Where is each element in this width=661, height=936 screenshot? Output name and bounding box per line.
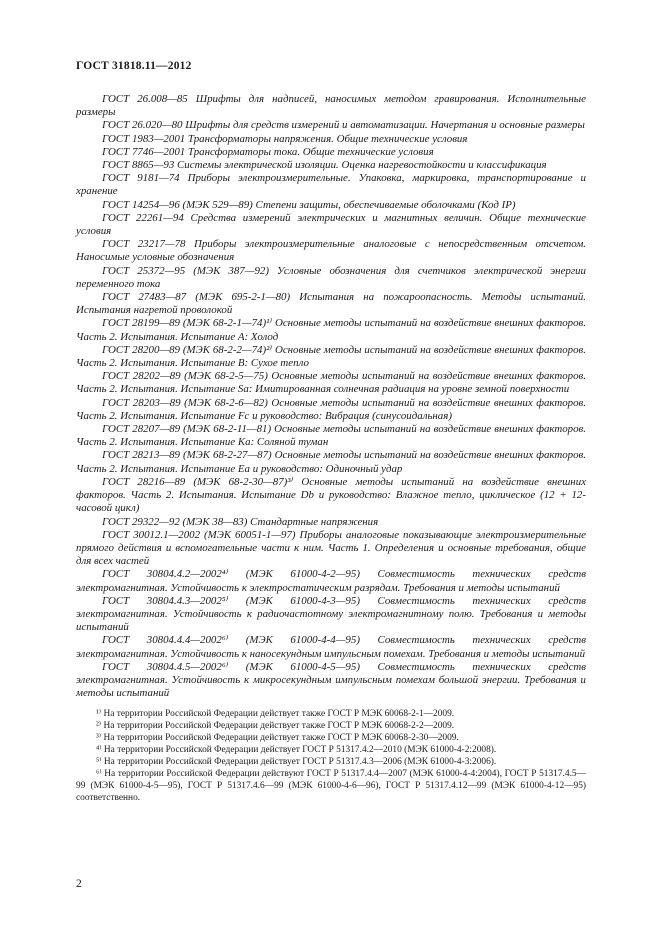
reference-paragraph: ГОСТ 14254—96 (МЭК 529—89) Степени защиты, обеспечиваемые оболочками (Код IP) <box>102 198 516 211</box>
reference-paragraph: ГОСТ 26.008—85 Шрифты для надписей, наносимых методом гравирования. Исполнительные размеры <box>76 93 586 119</box>
footnotes-block <box>76 709 586 804</box>
footnote: ²⁾ На территории Российской Федерации действует также ГОСТ Р МЭК 60068-2-2—2009. <box>96 721 455 732</box>
footnote: ⁵⁾ На территории Российской Федерации действует ГОСТ Р 51317.4.3—2006 (МЭК 61000-4-3:2006). <box>96 756 497 767</box>
reference-paragraph: ГОСТ 23217—78 Приборы электроизмерительные аналоговые с непосредственным отсчетом. Наносимые условные обозначения <box>76 238 586 264</box>
normative-references-list <box>76 93 586 700</box>
reference-paragraph: ГОСТ 28213—89 (МЭК 68-2-27—87) Основные методы испытаний на воздействие внешних факторов. Часть 2. Испытания. Испытание Еа и руководство: Одиночный удар <box>76 449 586 475</box>
reference-paragraph: ГОСТ 30804.4.3—2002⁵⁾ (МЭК 61000-4-3—95) Совместимость технических средств электромагнитная. Устойчивость к радиочастотному электромагнитному полю. Требования и методы испытаний <box>76 594 586 634</box>
reference-paragraph: ГОСТ 22261—94 Средства измерений электрических и магнитных величин. Общие технические условия <box>76 211 586 238</box>
reference-paragraph: ГОСТ 28202—89 (МЭК 68-2-5—75) Основные методы испытаний на воздействие внешних факторов. Часть 2. Испытания. Испытание Sa: Имитированная солнечная радиация на уровне земной поверхности <box>76 370 586 396</box>
reference-paragraph: ГОСТ 28203—89 (МЭК 68-2-6—82) Основные методы испытаний на воздействие внешних факторов. Часть 2. Испытания. Испытание Fc и руководство: Вибрация (синусоидальная) <box>76 396 586 422</box>
reference-paragraph: ГОСТ 28216—89 (МЭК 68-2-30—87)³⁾ Основные методы испытаний на воздействие внешних факторов. Часть 2. Испытания. Испытание Db и руководство: Влажное тепло, циклическое (12 + 12-часовой цикл) <box>76 475 586 515</box>
reference-paragraph: ГОСТ 25372—95 (МЭК 387—92) Условные обозначения для счетчиков электрической энергии переменного тока <box>76 264 586 290</box>
reference-paragraph: ГОСТ 8865—93 Системы электрической изоляции. Оценка нагревостойкости и классификация <box>102 159 547 172</box>
reference-paragraph: ГОСТ 30804.4.2—2002⁴⁾ (МЭК 61000-4-2—95) Совместимость технических средств электромагнитная. Устойчивость к электростатическим разрядам. Требования и методы испытаний <box>76 568 586 594</box>
document-designation-header: ГОСТ 31818.11—2012 <box>76 60 192 72</box>
reference-paragraph: ГОСТ 30012.1—2002 (МЭК 60051-1—97) Приборы аналоговые показывающие электроизмерительные прямого действия и вспомогательные части к ним. Часть 1. Определения и основные требования, общие для всех частей <box>76 528 586 568</box>
footnote: ⁴⁾ На территории Российской Федерации действует ГОСТ Р 51317.4.2—2010 (МЭК 61000-4-2:2008). <box>96 745 497 756</box>
footnote: ⁶⁾ На территории Российской Федерации действуют ГОСТ Р 51317.4.4—2007 (МЭК 61000-4-4:2004), ГОСТ Р 51317.4.5—99 (МЭК 61000-4-5—95), ГОСТ Р 51317.4.6—99 (МЭК 61000-4-6—96), ГОСТ Р 51317.4.12—99 (МЭК 61000-4-12—95) соответственно. <box>76 768 586 803</box>
reference-paragraph: ГОСТ 28199—89 (МЭК 68-2-1—74)¹⁾ Основные методы испытаний на воздействие внешних факторов. Часть 2. Испытания. Испытание А: Холод <box>76 317 586 343</box>
reference-paragraph: ГОСТ 29322—92 (МЭК 38—83) Стандартные напряжения <box>102 515 379 528</box>
reference-paragraph: ГОСТ 27483—87 (МЭК 695-2-1—80) Испытания на пожароопасность. Методы испытаний. Испытания нагретой проволокой <box>76 291 586 317</box>
reference-paragraph: ГОСТ 28200—89 (МЭК 68-2-2—74)²⁾ Основные методы испытаний на воздействие внешних факторов. Часть 2. Испытания. Испытание В: Сухое тепло <box>76 343 586 370</box>
reference-paragraph: ГОСТ 28207—89 (МЭК 68-2-11—81) Основные методы испытаний на воздействие внешних факторов. Часть 2. Испытания. Испытание Ка: Соляной туман <box>76 423 586 449</box>
reference-paragraph: ГОСТ 7746—2001 Трансформаторы тока. Общие технические условия <box>102 145 434 158</box>
reference-paragraph: ГОСТ 30804.4.4—2002⁶⁾ (МЭК 61000-4-4—95) Совместимость технических средств электромагнитная. Устойчивость к наносекундным импульсным помехам. Требования и методы испытаний <box>76 634 586 660</box>
reference-paragraph: ГОСТ 9181—74 Приборы электроизмерительные. Упаковка, маркировка, транспортирование и хранение <box>76 172 586 198</box>
page-number: 2 <box>76 878 82 890</box>
reference-paragraph: ГОСТ 1983—2001 Трансформаторы напряжения. Общие технические условия <box>102 132 468 145</box>
reference-paragraph: ГОСТ 30804.4.5—2002⁶⁾ (МЭК 61000-4-5—95) Совместимость технических средств электромагнитная. Устойчивость к микросекундным импульсным помехам большой энергии. Требования и методы испытаний <box>76 660 586 700</box>
footnote: ¹⁾ На территории Российской Федерации действует также ГОСТ Р МЭК 60068-2-1—2009. <box>96 709 455 720</box>
footnote: ³⁾ На территории Российской Федерации действует также ГОСТ Р МЭК 60068-2-30—2009. <box>96 733 459 744</box>
reference-paragraph: ГОСТ 26.020—80 Шрифты для средств измерений и автоматизации. Начертания и основные размеры <box>102 119 585 132</box>
